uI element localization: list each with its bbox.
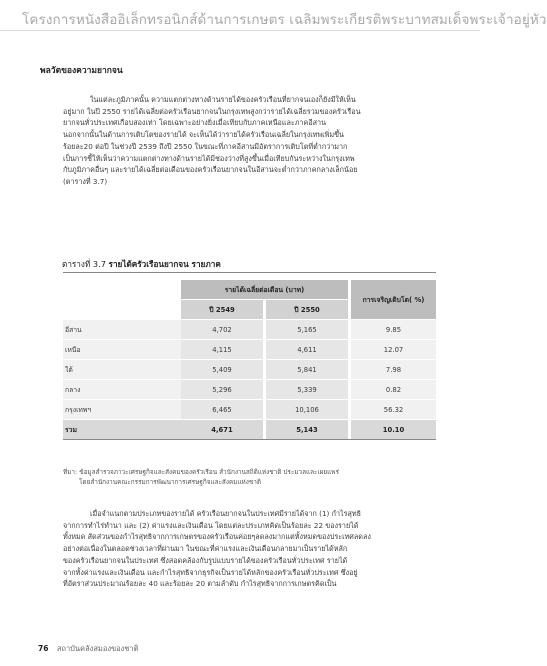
footer-institute: สถาบันคลังสมองของชาติ [56, 644, 139, 653]
paragraph-line: ยากจนทั่วประเทศเกือบสองเท่า โดยเฉพาะอย่างยิ่งเมื่อเทียบกับภาคเหนือและภาคอีสาน [63, 118, 327, 128]
paragraph-2 [63, 508, 435, 590]
header-title: โครงการหนังสืออิเล็กทรอนิกส์ด้านการเกษตร เฉลิมพระเกียรติพระบาทสมเด็จพระเจ้าอยู่หัว [22, 12, 547, 28]
header-growth: การเจริญเติบโต( %) [351, 280, 436, 320]
row-2549: 5,409 [181, 360, 263, 380]
running-header [0, 0, 547, 31]
paragraph-1 [63, 94, 435, 188]
table-row [63, 380, 436, 400]
income-table [63, 280, 436, 440]
row-2550: 5,339 [266, 380, 348, 400]
paragraph-line: ของครัวเรือนยากจนในประเทศ ซึ่งสอดคล้องกับรูปแบบรายได้ของครัวเรือนทั่วประเทศ รายได้ [63, 555, 348, 565]
row-2549: 5,296 [181, 380, 263, 400]
paragraph-line: จากการทำไร่ทำนา และ (2) ค่าแรงและเงินเดือน โดยแต่ละประเภทคิดเป็นร้อยละ 22 ของรายได้ [63, 520, 359, 530]
header-income: รายได้เฉลี่ยต่อเดือน (บาท) [181, 280, 348, 300]
paragraph-line: นอกจากนั้นในด้านการเติบโตของรายได้ จะเห็นได้ว่ารายได้ครัวเรือนเฉลี่ยในกรุงเทพเพิ่มขึ้น [63, 130, 344, 140]
paragraph-line: ร้อยละ20 ต่อปี ในช่วงปี 2539 ถึงปี 2550 ในขณะที่ภาคอีสานมีอัตราการเติบโตที่ต่ำกว่ามาก [63, 141, 348, 151]
page-number: 76 [38, 644, 49, 653]
paragraph-line: ทั้งหมด สัดส่วนของกำไรสุทธิจากการเกษตรของครัวเรือนค่อยๆลดลงมากแต่ทั้งหมดของประเทศลดลง [63, 532, 371, 542]
row-growth: 9.85 [351, 320, 436, 340]
total-2549: 4,671 [181, 420, 263, 440]
section-title: พลวัตของความยากจน [40, 66, 123, 76]
table-row [63, 400, 436, 420]
row-2550: 4,611 [266, 340, 348, 360]
paragraph-line: อยู่มาก ในปี 2550 รายได้เฉลี่ยต่อครัวเรือนยากจนในกรุงเทพสูงกว่ารายได้เฉลี่ยรวมของครัวเรือน [63, 106, 361, 116]
row-region: ใต้ [63, 360, 181, 380]
paragraph-line: เมื่อจำแนกตามประเภทของรายได้ ครัวเรือนยากจนในประเทศมีรายได้จาก (1) กำไรสุทธิ [90, 509, 362, 518]
row-growth: 12.07 [351, 340, 436, 360]
row-2549: 4,115 [181, 340, 263, 360]
paragraph-line: เป็นการชี้ให้เห็นว่าความแตกต่างทางด้านรายได้มีช่องว่างที่สูงขึ้นเมื่อเทียบกันระหว่างในกรุงเทพ [63, 153, 355, 163]
source-line: ที่มา: ข้อมูลสำรวจภาวะเศรษฐกิจและสังคมของครัวเรือน สำนักงานสถิติแห่งชาติ ประมวลและเผยแพร่ [63, 468, 339, 476]
row-2549: 4,702 [181, 320, 263, 340]
row-region: อีสาน [63, 320, 181, 340]
caption-divider [63, 272, 436, 273]
table-total-row [63, 420, 436, 440]
row-region: เหนือ [63, 340, 181, 360]
row-2549: 6,465 [181, 400, 263, 420]
paragraph-line: อย่างต่อเนื่องในตลอดช่วงเวลาที่ผ่านมา ในขณะที่ค่าแรงและเงินเดือนกลายมาเป็นรายได้หลัก [63, 544, 348, 554]
header-year-2550: ปี 2550 [266, 300, 348, 320]
table-row [63, 360, 436, 380]
table-header-row [63, 280, 436, 300]
row-2550: 10,106 [266, 400, 348, 420]
paragraph-line: กับภูมิภาคอื่นๆ และรายได้เฉลี่ยต่อเดือนของครัวเรือนยากจนในอีสานจะต่ำกว่าภาคกลางเล็กน้อย [63, 165, 358, 175]
table-row [63, 320, 436, 340]
paragraph-line: (ตารางที่ 3.7) [63, 176, 108, 186]
table-caption [62, 258, 221, 271]
row-growth: 56.32 [351, 400, 436, 420]
total-growth: 10.10 [351, 420, 436, 440]
source-line: โดยสำนักงานคณะกรรมการพัฒนาการเศรษฐกิจและสังคมแห่งชาติ [79, 478, 261, 486]
table-row [63, 340, 436, 360]
header-year-2549: ปี 2549 [181, 300, 263, 320]
row-growth: 7.98 [351, 360, 436, 380]
header-blank [63, 280, 181, 300]
row-2550: 5,165 [266, 320, 348, 340]
row-region: กรุงเทพฯ [63, 400, 181, 420]
table-caption-title: รายได้ครัวเรือนยากจน รายภาค [108, 259, 221, 269]
paragraph-line: ในแต่ละภูมิภาคนั้น ความแตกต่างทางด้านรายได้ของครัวเรือนที่ยากจนเองก็ยังมีให้เห็น [90, 95, 356, 104]
table-source-note [63, 467, 443, 487]
paragraph-line: ที่อัตราส่วนประมาณร้อยละ 40 และร้อยละ 20 ตามลำดับ กำไรสุทธิจากการเกษตรคิดเป็น [63, 579, 337, 589]
row-growth: 0.82 [351, 380, 436, 400]
row-region: กลาง [63, 380, 181, 400]
total-2550: 5,143 [266, 420, 348, 440]
total-label: รวม [63, 420, 181, 440]
paragraph-line: จากทั้งค่าแรงและเงินเดือน และกำไรสุทธิจากธุรกิจเป็นรายได้หลักของครัวเรือนทั่วประเทศ ซึ่งอยู่ [63, 567, 358, 577]
table-caption-number: ตารางที่ 3.7 [62, 259, 106, 269]
row-2550: 5,841 [266, 360, 348, 380]
page-footer [38, 643, 138, 655]
